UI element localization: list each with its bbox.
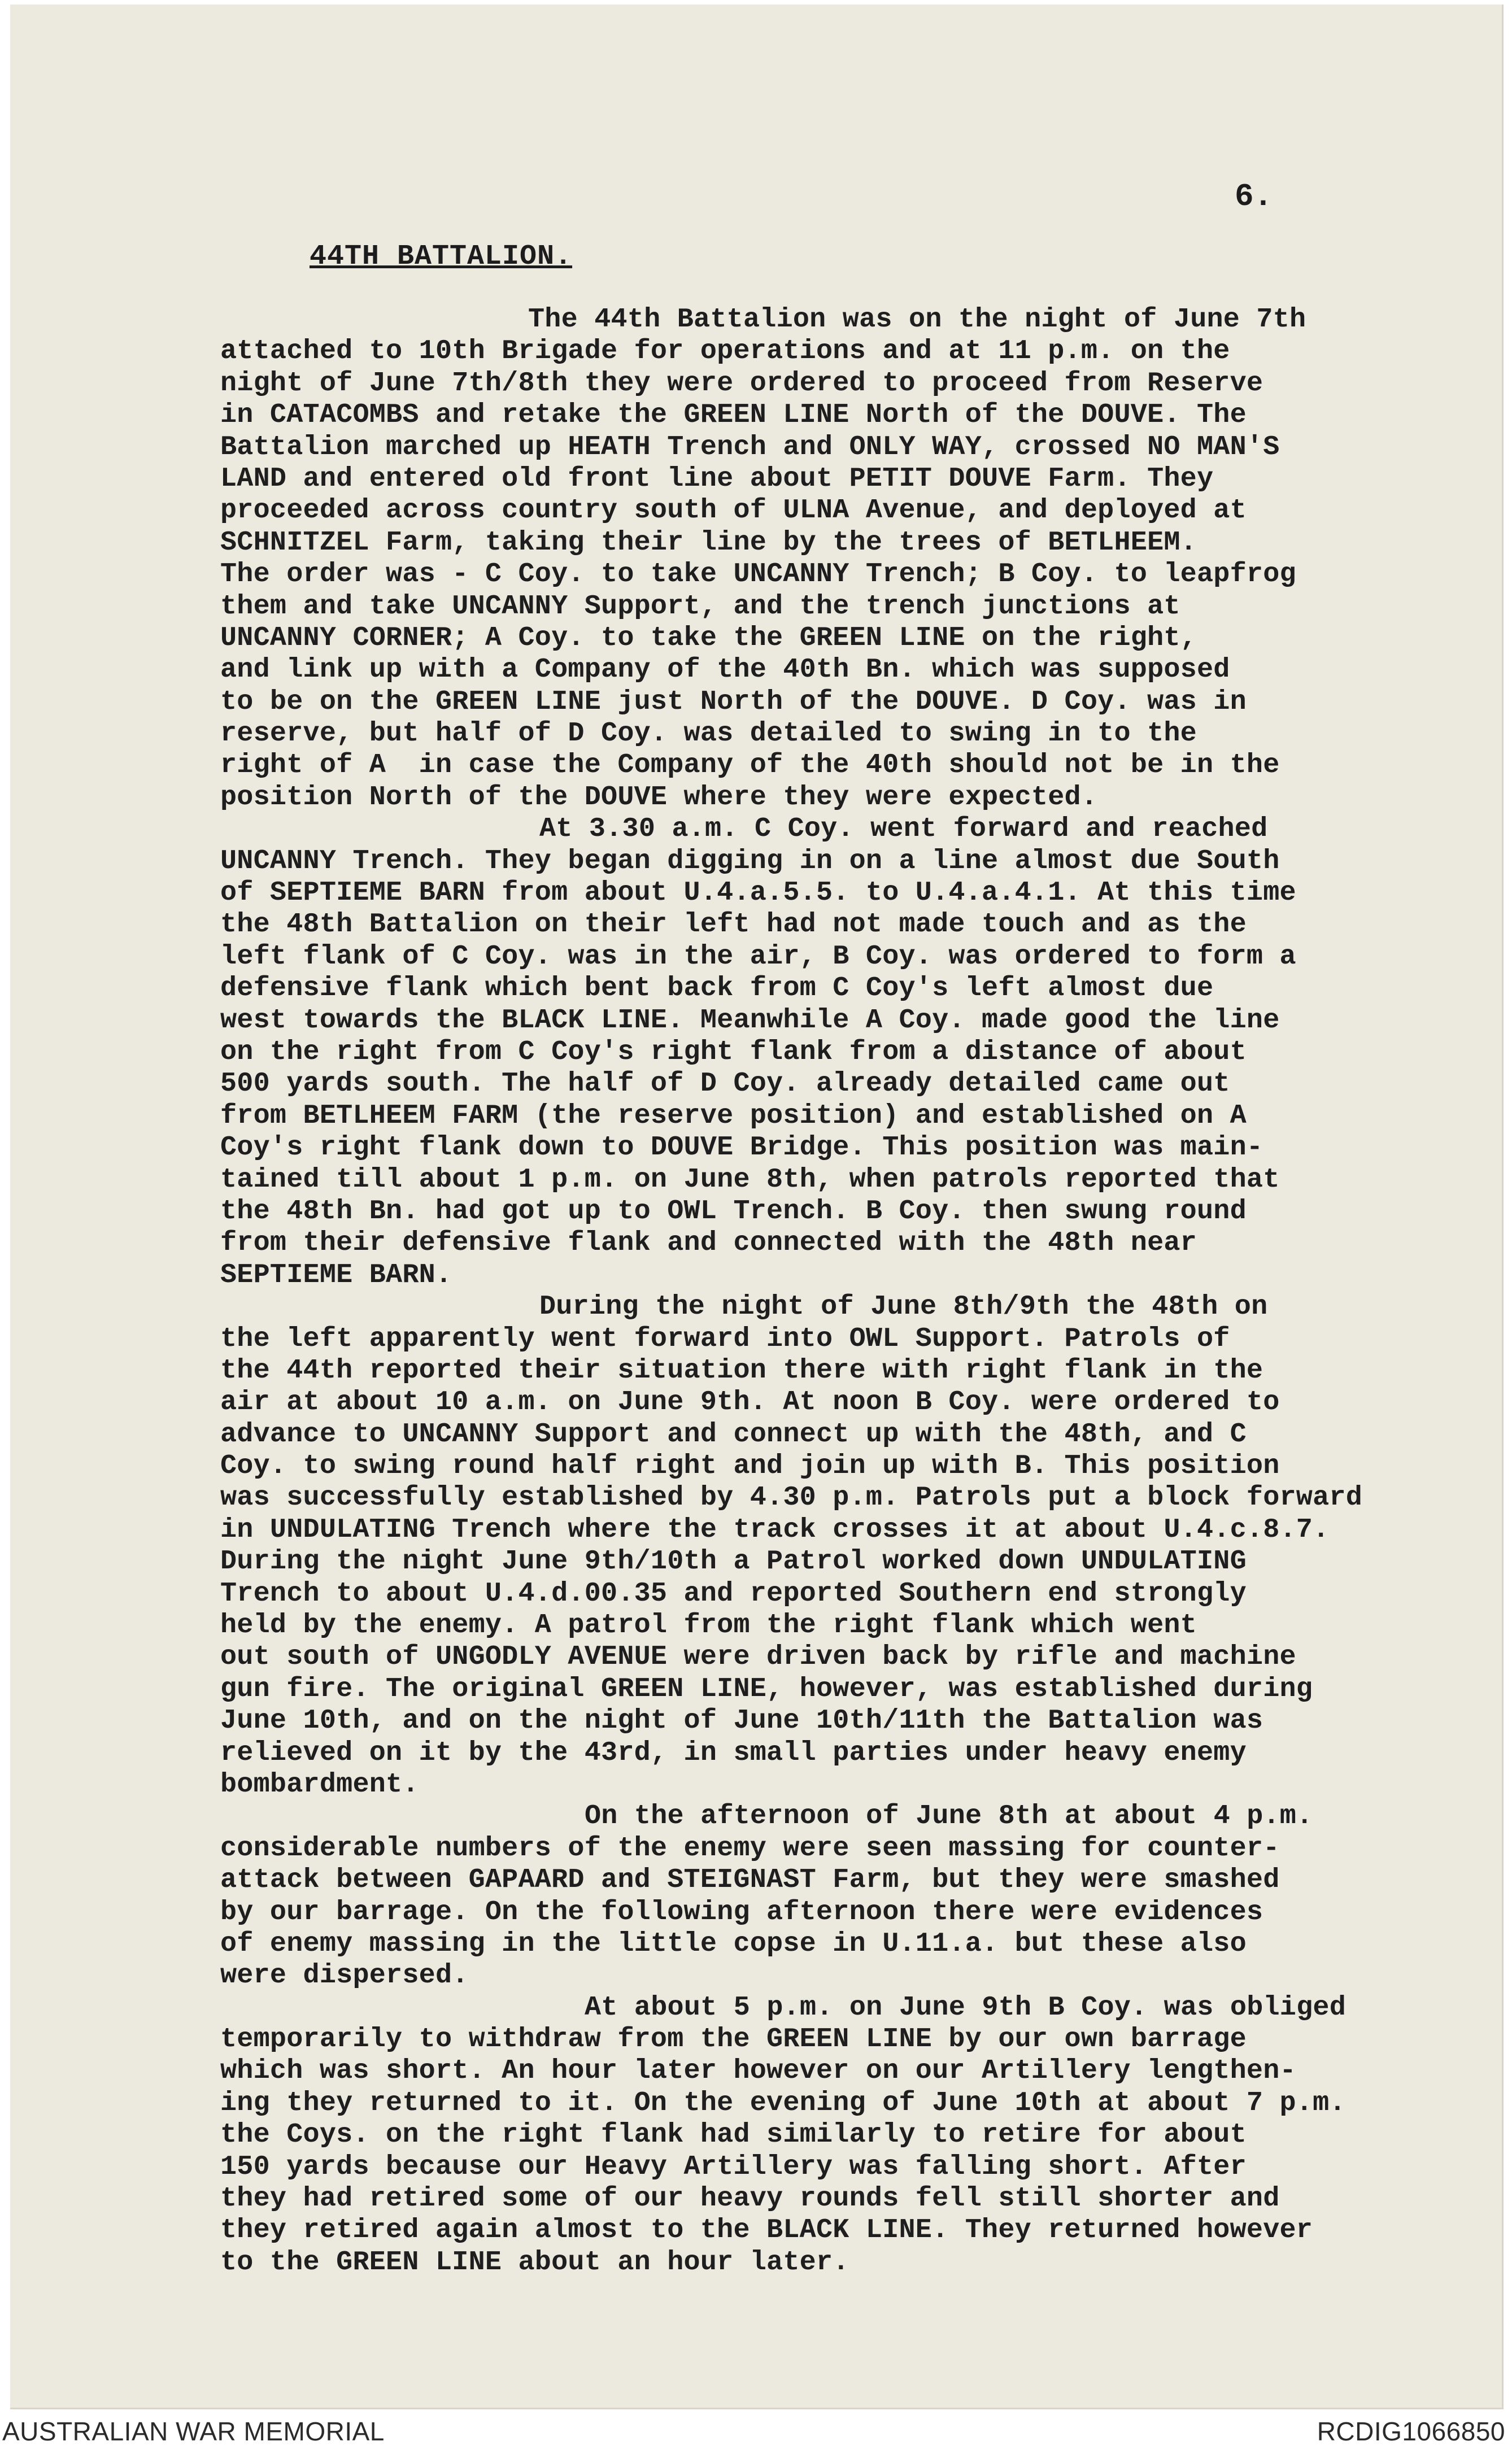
text-line: west towards the BLACK LINE. Meanwhile A Coy. made good the line: [220, 1004, 1280, 1036]
text-line: bombardment.: [220, 1768, 419, 1800]
document-heading: 44TH BATTALION.: [310, 241, 573, 273]
text-line: Trench to about U.4.d.00.35 and reported Southern end strongly: [220, 1577, 1247, 1609]
text-line: of enemy massing in the little copse in U.11.a. but these also: [220, 1928, 1247, 1959]
text-line: SEPTIEME BARN.: [220, 1259, 452, 1291]
text-line: the 44th reported their situation there with right flank in the: [220, 1354, 1263, 1386]
footer-attribution: AUSTRALIAN WAR MEMORIAL: [2, 2417, 385, 2446]
text-line: temporarily to withdraw from the GREEN LINE by our own barrage: [220, 2024, 1247, 2055]
text-line: air at about 10 a.m. on June 9th. At noon B Coy. were ordered to: [220, 1387, 1280, 1418]
text-line: out south of UNGODLY AVENUE were driven back by rifle and machine: [220, 1641, 1296, 1673]
text-line: UNCANNY CORNER; A Coy. to take the GREEN LINE on the right,: [220, 622, 1197, 653]
paragraph: [220, 304, 1485, 813]
text-line: was successfully established by 4.30 p.m. Patrols put a block forward: [220, 1482, 1363, 1514]
text-line: SCHNITZEL Farm, taking their line by the trees of BETLHEEM.: [220, 526, 1197, 558]
text-line: LAND and entered old front line about PETIT DOUVE Farm. They: [220, 463, 1214, 494]
text-line: held by the enemy. A patrol from the right flank which went: [220, 1610, 1197, 1641]
text-line: tained till about 1 p.m. on June 8th, when patrols reported that: [220, 1163, 1280, 1195]
text-line: left flank of C Coy. was in the air, B Coy. was ordered to form a: [220, 940, 1296, 972]
text-line: gun fire. The original GREEN LINE, however, was established during: [220, 1673, 1313, 1704]
paragraph: [220, 1992, 1485, 2279]
text-line: position North of the DOUVE where they were expected.: [220, 781, 1098, 813]
text-line: During the night of June 8th/9th the 48th on: [539, 1291, 1268, 1323]
document-body: [220, 304, 1485, 2278]
text-line: from BETLHEEM FARM (the reserve position) and established on A: [220, 1100, 1247, 1131]
text-line: 150 yards because our Heavy Artillery was falling short. After: [220, 2151, 1247, 2182]
text-line: The 44th Battalion was on the night of June 7th: [528, 304, 1306, 335]
text-line: right of A in case the Company of the 40th should not be in the: [220, 749, 1280, 781]
text-line: 500 yards south. The half of D Coy. already detailed came out: [220, 1068, 1230, 1100]
text-line: on the right from C Coy's right flank from a distance of about: [220, 1036, 1247, 1067]
text-line: in CATACOMBS and retake the GREEN LINE North of the DOUVE. The: [220, 399, 1247, 431]
document-page: [10, 5, 1504, 2409]
text-line: to the GREEN LINE about an hour later.: [220, 2246, 849, 2278]
text-line: by our barrage. On the following afternoon there were evidences: [220, 1896, 1263, 1928]
text-line: advance to UNCANNY Support and connect up with the 48th, and C: [220, 1418, 1247, 1450]
text-line: On the afternoon of June 8th at about 4 p.m.: [585, 1801, 1313, 1832]
text-line: of SEPTIEME BARN from about U.4.a.5.5. to U.4.a.4.1. At this time: [220, 877, 1296, 909]
page-number: 6.: [1235, 178, 1273, 215]
text-line: attached to 10th Brigade for operations and at 11 p.m. on the: [220, 335, 1230, 367]
text-line: the 48th Bn. had got up to OWL Trench. B Coy. then swung round: [220, 1195, 1247, 1227]
text-line: The order was - C Coy. to take UNCANNY Trench; B Coy. to leapfrog: [220, 559, 1296, 590]
paragraph: [220, 1801, 1485, 1991]
text-line: attack between GAPAARD and STEIGNAST Farm, but they were smashed: [220, 1864, 1280, 1896]
text-line: and link up with a Company of the 40th Bn. which was supposed: [220, 654, 1230, 686]
text-line: the 48th Battalion on their left had not made touch and as the: [220, 909, 1247, 940]
text-line: Coy's right flank down to DOUVE Bridge. This position was main-: [220, 1132, 1263, 1163]
text-line: considerable numbers of the enemy were seen massing for counter-: [220, 1832, 1280, 1864]
text-line: night of June 7th/8th they were ordered to proceed from Reserve: [220, 367, 1263, 399]
paragraph: [220, 813, 1485, 1291]
text-line: proceeded across country south of ULNA Avenue, and deployed at: [220, 495, 1247, 526]
text-line: ing they returned to it. On the evening of June 10th at about 7 p.m.: [220, 2087, 1346, 2118]
text-line: to be on the GREEN LINE just North of the DOUVE. D Coy. was in: [220, 686, 1247, 717]
text-line: Battalion marched up HEATH Trench and ONLY WAY, crossed NO MAN'S: [220, 431, 1280, 463]
text-line: June 10th, and on the night of June 10th/11th the Battalion was: [220, 1705, 1263, 1737]
text-line: Coy. to swing round half right and join up with B. This position: [220, 1450, 1280, 1482]
text-line: defensive flank which bent back from C Coy's left almost due: [220, 973, 1214, 1004]
text-line: reserve, but half of D Coy. was detailed to swing in to the: [220, 718, 1197, 749]
text-line: them and take UNCANNY Support, and the trench junctions at: [220, 590, 1180, 622]
text-line: At about 5 p.m. on June 9th B Coy. was obliged: [585, 1991, 1347, 2023]
text-line: During the night June 9th/10th a Patrol worked down UNDULATING: [220, 1546, 1247, 1577]
text-line: UNCANNY Trench. They began digging in on a line almost due South: [220, 845, 1280, 877]
paragraph: [220, 1291, 1485, 1801]
text-line: the Coys. on the right flank had similarly to retire for about: [220, 2119, 1247, 2151]
text-line: in UNDULATING Trench where the track crosses it at about U.4.c.8.7.: [220, 1514, 1330, 1545]
text-line: the left apparently went forward into OWL Support. Patrols of: [220, 1323, 1230, 1354]
text-line: were dispersed.: [220, 1960, 469, 1991]
text-line: they had retired some of our heavy rounds fell still shorter and: [220, 2183, 1280, 2214]
text-line: which was short. An hour later however on our Artillery lengthen-: [220, 2055, 1296, 2087]
text-line: they retired again almost to the BLACK LINE. They returned however: [220, 2214, 1313, 2246]
text-line: from their defensive flank and connected with the 48th near: [220, 1227, 1197, 1259]
text-line: relieved on it by the 43rd, in small parties under heavy enemy: [220, 1737, 1247, 1768]
text-line: At 3.30 a.m. C Coy. went forward and reached: [539, 813, 1268, 845]
footer-record-id: RCDIG1066850: [1317, 2417, 1505, 2446]
